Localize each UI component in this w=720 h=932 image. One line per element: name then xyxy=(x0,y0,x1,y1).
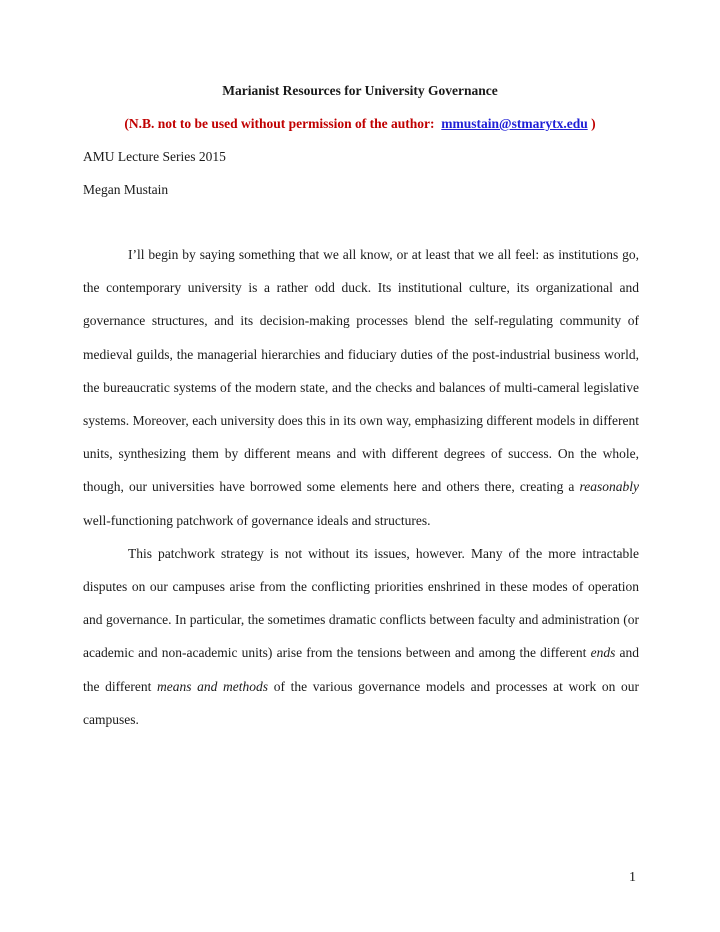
italic-text: reasonably xyxy=(579,479,639,495)
paragraph-text: and the different xyxy=(83,645,639,694)
permission-notice xyxy=(0,116,720,132)
author-name: Megan Mustain xyxy=(83,182,169,197)
paragraph-text: I’ll begin by saying something that we all know, or at least that we all feel: as institutions go, the contemporary university is a rather odd duck. Its institutional culture, its organizational and governance structures, and its decision-making processes blend the self-regulating community of medieval guilds, the managerial hierarchies and fiduciary duties of the post-industrial business world, the bureaucratic systems of the modern state, and the checks and balances of multi-cameral legislative systems. Moreover, each university does this in its own way, emphasizing different models in different units, synthesizing them by different means and with different degrees of success. On the whole, though, our universities have borrowed some elements here and others there, creating a xyxy=(83,247,639,495)
italic-text: ends xyxy=(590,645,616,661)
paragraph-text: well-functioning patchwork of governance ideals and structures. xyxy=(83,512,431,528)
italic-text: means and methods xyxy=(157,678,269,694)
permission-notice-suffix: ) xyxy=(591,116,596,131)
permission-notice-prefix: (N.B. not to be used without permission of the author: xyxy=(124,116,435,131)
body-text xyxy=(83,238,639,736)
body-paragraph xyxy=(83,238,639,537)
document-title: Marianist Resources for University Governance xyxy=(222,83,498,98)
page-number: 1 xyxy=(629,870,636,885)
paragraph-text: of the various governance models and processes at work on our campuses. xyxy=(83,678,639,727)
author-email-link[interactable]: mmustain@stmarytx.edu xyxy=(441,116,588,131)
body-paragraph xyxy=(83,537,639,736)
lecture-series: AMU Lecture Series 2015 xyxy=(83,149,226,164)
paragraph-text: This patchwork strategy is not without its issues, however. Many of the more intractable disputes on our campuses arise from the conflicting priorities enshrined in these modes of operation and governance. In particular, the sometimes dramatic conflicts between faculty and administration (or academic and non-academic units) arise from the tensions between and among the different xyxy=(83,545,639,661)
